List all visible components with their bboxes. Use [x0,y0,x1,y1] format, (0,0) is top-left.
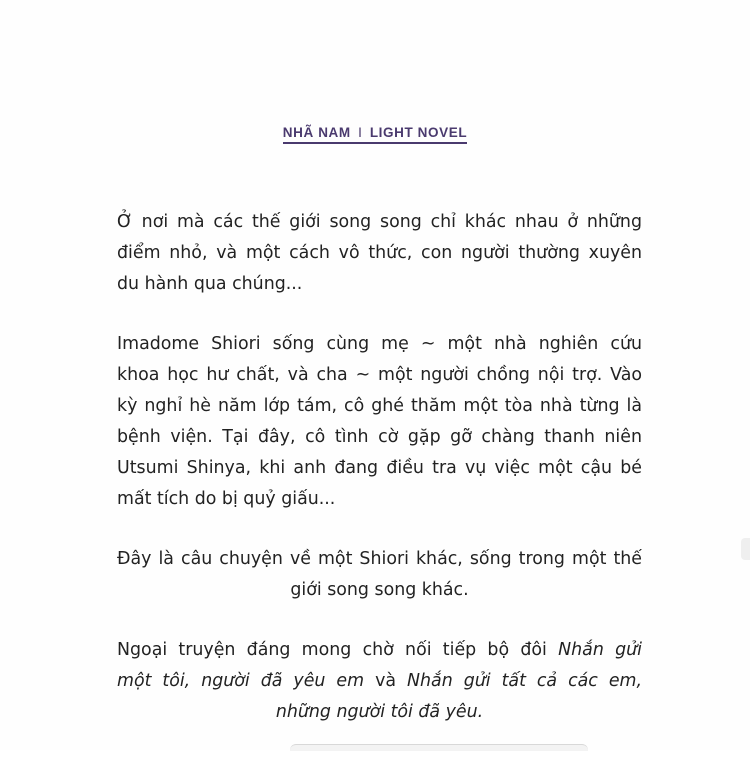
text-line: khoa học hư chất, và cha ~ một người chồng nội trợ. Vào [117,365,642,385]
paragraph-series-note [117,635,642,728]
text-line: kỳ nghỉ hè năm lớp tám, cô ghé thăm một tòa nhà từng là [117,396,642,416]
paragraph-intro [117,207,642,300]
text-run: Ngoại truyện đáng mong chờ nối tiếp bộ đôi [117,640,547,660]
text-line: những người tôi đã yêu. [275,702,484,722]
text-line: Imadome Shiori sống cùng mẹ ~ một nhà nghiên cứu [117,334,642,354]
paragraph-premise [117,544,642,606]
series-label [283,125,467,144]
text-line: Ở nơi mà các thế giới song song chỉ khác nhau ở những [117,212,642,232]
text-line [117,635,642,666]
text-line: bệnh viện. Tại đây, cô tình cờ gặp gỡ chàng thanh niên [117,427,642,447]
series-name: LIGHT NOVEL [369,125,468,140]
text-line: giới song song khác. [290,580,469,600]
text-run: và [375,671,397,691]
book-title-run: Nhắn gửi tất cả các em, [407,671,643,691]
page-edge-mark [741,538,750,560]
text-line: mất tích do bị quỷ giấu... [117,489,336,509]
brand-name: NHÃ NAM [282,125,351,140]
paragraph-plot [117,329,642,515]
text-line: Utsumi Shinya, khi anh đang điều tra vụ việc một cậu bé [117,458,642,478]
text-line: Đây là câu chuyện về một Shiori khác, sống trong một thế [117,549,642,569]
synopsis [117,207,642,757]
book-title-run: Nhắn gửi [558,640,642,660]
header-separator: I [358,125,363,140]
text-line [117,666,642,697]
text-line: điểm nhỏ, và một cách vô thức, con người thường xuyên [117,243,642,263]
book-title-run: một tôi, người đã yêu em [117,671,365,691]
series-header [0,122,750,144]
text-line: du hành qua chúng... [117,274,303,294]
